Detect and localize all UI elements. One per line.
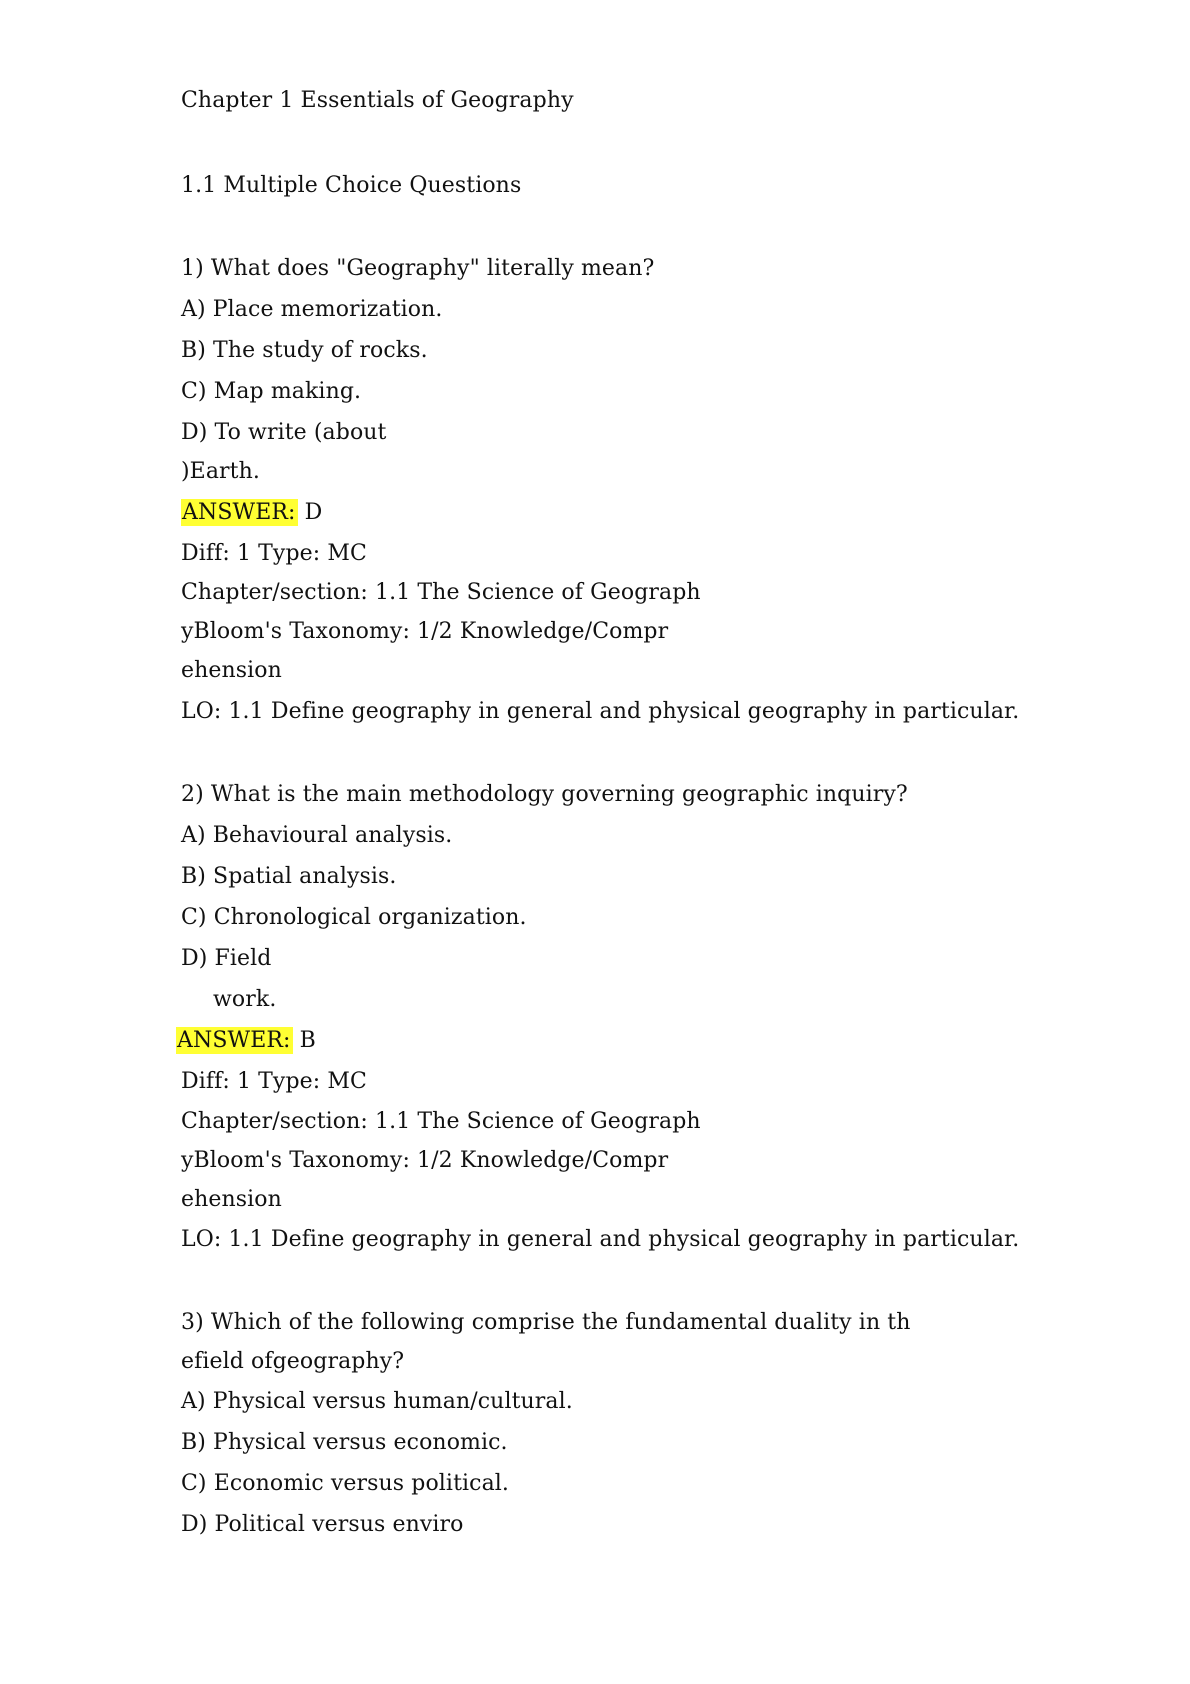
question-1-stem: 1) What does "Geography" literally mean? xyxy=(181,256,655,281)
question-2-option-b: B) Spatial analysis. xyxy=(181,864,397,889)
question-3-option-a: A) Physical versus human/cultural. xyxy=(181,1389,573,1414)
question-2-diff: Diff: 1 Type: MC xyxy=(181,1069,367,1094)
question-1-section-line-3: ehension xyxy=(181,658,282,683)
question-3-stem-line-2: efield ofgeography? xyxy=(181,1349,405,1374)
answer-label-highlight: ANSWER: xyxy=(177,1028,291,1053)
question-2-option-a: A) Behavioural analysis. xyxy=(181,823,453,848)
question-1-answer-value: D xyxy=(304,500,323,525)
answer-label-highlight: ANSWER: xyxy=(182,500,296,525)
question-1-option-b: B) The study of rocks. xyxy=(181,338,428,363)
question-1-lo: LO: 1.1 Define geography in general and physical geography in particular. xyxy=(181,699,1020,724)
question-1-option-d: D) To write (about xyxy=(181,420,387,445)
question-3-option-b: B) Physical versus economic. xyxy=(181,1430,508,1455)
question-1-answer-line xyxy=(181,499,322,527)
question-1-option-a: A) Place memorization. xyxy=(181,297,443,322)
question-2-stem: 2) What is the main methodology governing geographic inquiry? xyxy=(181,782,908,807)
question-1-section-line-2: yBloom's Taxonomy: 1/2 Knowledge/Compr xyxy=(181,619,669,644)
question-1-option-d-cont: )Earth. xyxy=(181,459,260,484)
chapter-title: Chapter 1 Essentials of Geography xyxy=(181,88,574,113)
question-2-section-line-1: Chapter/section: 1.1 The Science of Geograph xyxy=(181,1109,701,1134)
question-2-option-d: D) Field xyxy=(181,946,272,971)
question-2-lo: LO: 1.1 Define geography in general and physical geography in particular. xyxy=(181,1227,1020,1252)
question-3-option-d: D) Political versus enviro xyxy=(181,1512,464,1537)
question-2-option-d-cont: work. xyxy=(213,987,277,1012)
question-2-option-c: C) Chronological organization. xyxy=(181,905,527,930)
section-title: 1.1 Multiple Choice Questions xyxy=(181,173,522,198)
question-3-option-c: C) Economic versus political. xyxy=(181,1471,510,1496)
question-2-section-line-2: yBloom's Taxonomy: 1/2 Knowledge/Compr xyxy=(181,1148,669,1173)
question-3-stem-line-1: 3) Which of the following comprise the fundamental duality in th xyxy=(181,1310,911,1335)
question-2-answer-value: B xyxy=(299,1028,316,1053)
question-1-option-c: C) Map making. xyxy=(181,379,362,404)
question-2-answer-line xyxy=(176,1027,316,1055)
question-1-diff: Diff: 1 Type: MC xyxy=(181,541,367,566)
question-2-section-line-3: ehension xyxy=(181,1187,282,1212)
question-1-section-line-1: Chapter/section: 1.1 The Science of Geograph xyxy=(181,580,701,605)
